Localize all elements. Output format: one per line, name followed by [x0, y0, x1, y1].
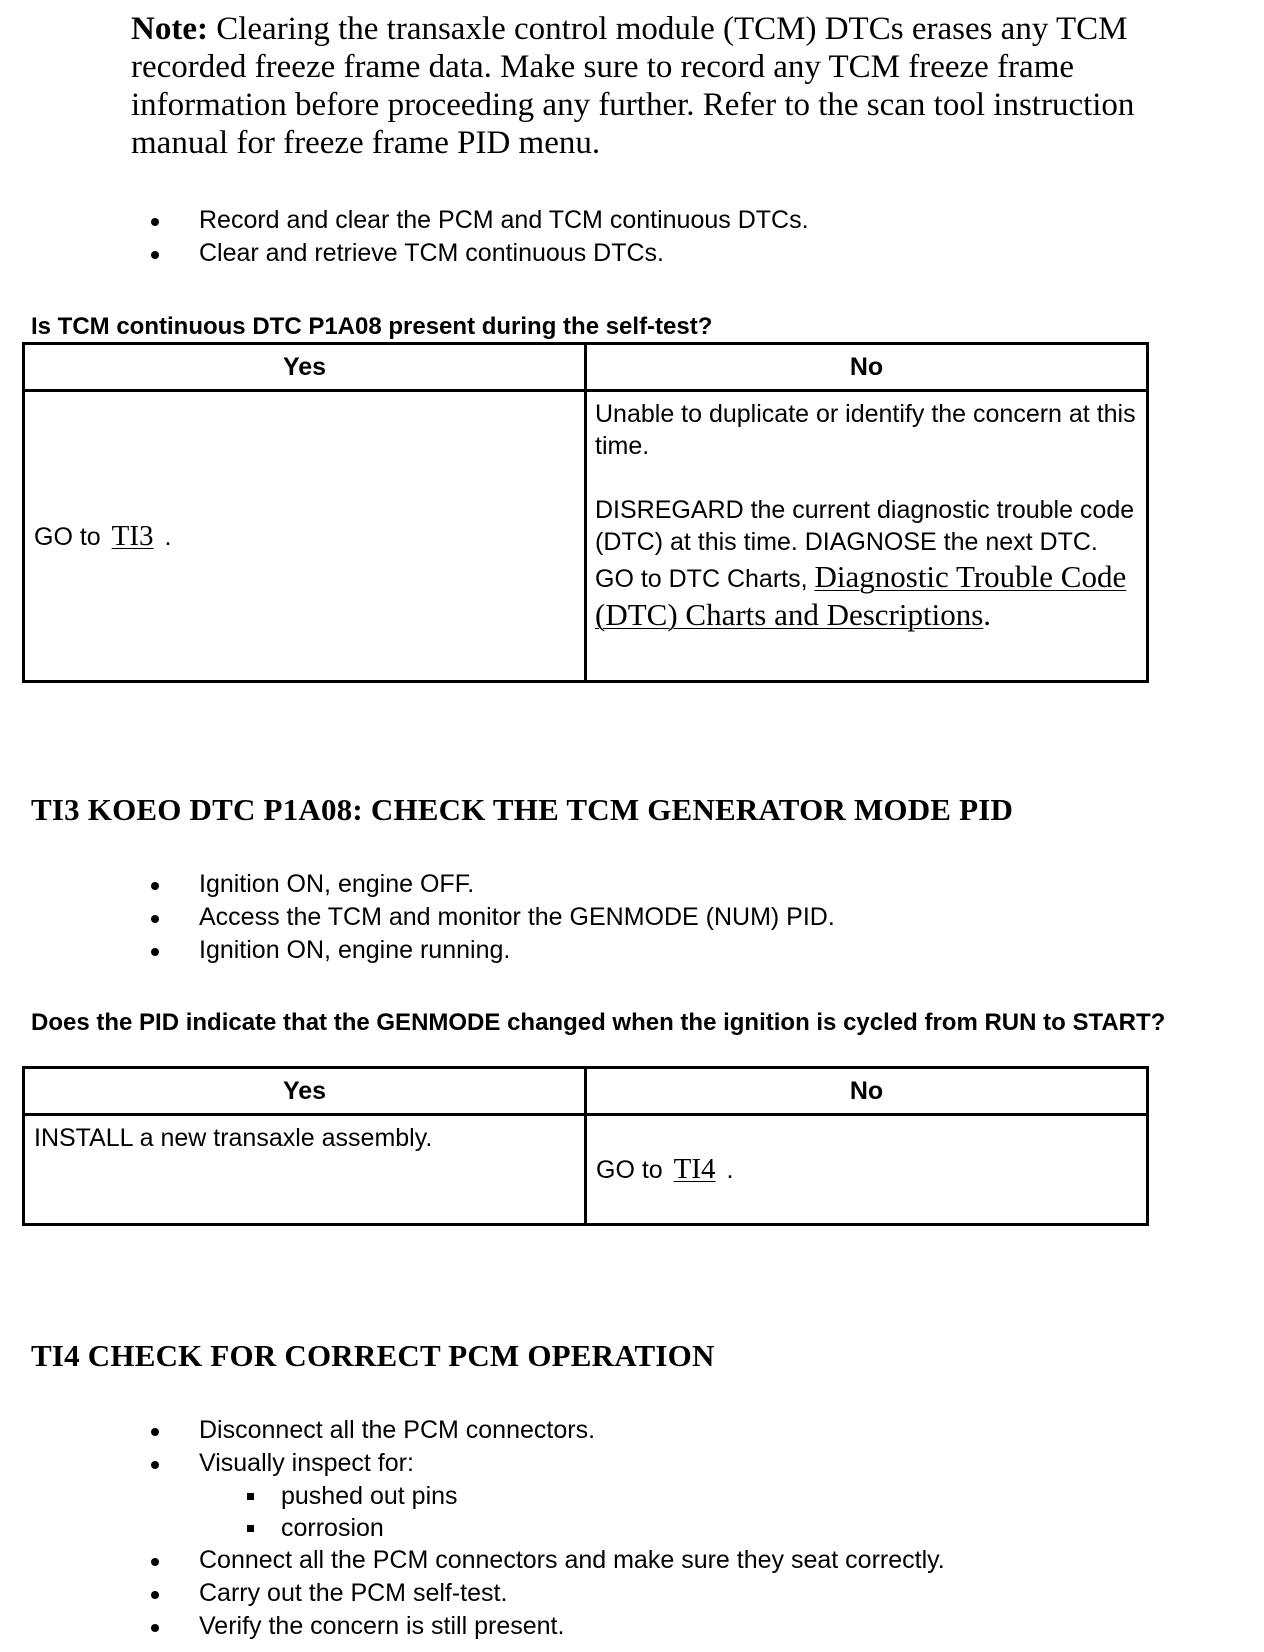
- list-item: [131, 1447, 1231, 1544]
- ti4-steps-list: [131, 1414, 1231, 1643]
- no-header: No: [586, 344, 1148, 391]
- list-item: Disconnect all the PCM connectors.: [131, 1414, 1231, 1447]
- note-text: Clearing the transaxle control module (TCM) DTCs erases any TCM recorded freeze frame data. Make sure to record any TCM freeze frame information before proceeding any further. Refer to the scan tool instruction manual for freeze frame PID menu.: [131, 11, 1135, 161]
- ti3-heading: TI3 KOEO DTC P1A08: CHECK THE TCM GENERATOR MODE PID: [31, 792, 1014, 827]
- note-paragraph: [131, 10, 1171, 162]
- list-item: Record and clear the PCM and TCM continuous DTCs.: [131, 204, 1131, 237]
- ti4-heading: TI4 CHECK FOR CORRECT PCM OPERATION: [31, 1338, 715, 1373]
- question-p1a08: Is TCM continuous DTC P1A08 present during the self-test?: [31, 313, 713, 340]
- ti3-link[interactable]: TI3: [111, 519, 154, 552]
- intro-steps-list: [131, 204, 1131, 270]
- no-cell: [586, 391, 1148, 682]
- list-item: Access the TCM and monitor the GENMODE (NUM) PID.: [131, 901, 1131, 934]
- yes-cell: [24, 391, 586, 682]
- list-item: Ignition ON, engine running.: [131, 934, 1131, 967]
- ti3-steps-list: [131, 868, 1131, 967]
- no-cell-para2: [595, 494, 1138, 634]
- no-cell: [586, 1115, 1148, 1225]
- list-item: Clear and retrieve TCM continuous DTCs.: [131, 237, 1131, 270]
- note-label: Note:: [131, 11, 208, 47]
- list-item-text: Visually inspect for:: [199, 1449, 414, 1477]
- no-suffix: .: [726, 1156, 734, 1184]
- decision-table-genmode: [22, 1066, 1149, 1226]
- no-header: No: [586, 1068, 1148, 1115]
- yes-go-to-text: GO to: [34, 522, 101, 551]
- list-item: Connect all the PCM connectors and make sure they seat correctly.: [131, 1544, 1231, 1577]
- no-cell-para1: Unable to duplicate or identify the concern at this time.: [595, 400, 1136, 460]
- inspect-sublist: [231, 1480, 1231, 1544]
- decision-table-p1a08: [22, 342, 1149, 683]
- no-cell-para2-text: DISREGARD the current diagnostic trouble code (DTC) at this time. DIAGNOSE the next DTC. GO to DTC Charts,: [595, 496, 1135, 593]
- question-genmode: Does the PID indicate that the GENMODE changed when the ignition is cycled from RUN to START?: [31, 1009, 1166, 1036]
- yes-cell: INSTALL a new transaxle assembly.: [24, 1115, 586, 1225]
- list-item: Verify the concern is still present.: [131, 1610, 1231, 1643]
- dtc-charts-link[interactable]: Diagnostic Trouble Code (DTC) Charts and Descriptions: [595, 559, 1127, 632]
- list-item: Ignition ON, engine OFF.: [131, 868, 1131, 901]
- list-item: Carry out the PCM self-test.: [131, 1577, 1231, 1610]
- no-cell-suffix: .: [983, 597, 992, 632]
- ti4-link[interactable]: TI4: [673, 1153, 716, 1185]
- yes-suffix: .: [164, 522, 172, 551]
- yes-header: Yes: [24, 1068, 586, 1115]
- sublist-item: pushed out pins: [231, 1480, 1231, 1512]
- sublist-item: corrosion: [231, 1512, 1231, 1544]
- yes-header: Yes: [24, 344, 586, 391]
- no-go-to-text: GO to: [596, 1156, 663, 1184]
